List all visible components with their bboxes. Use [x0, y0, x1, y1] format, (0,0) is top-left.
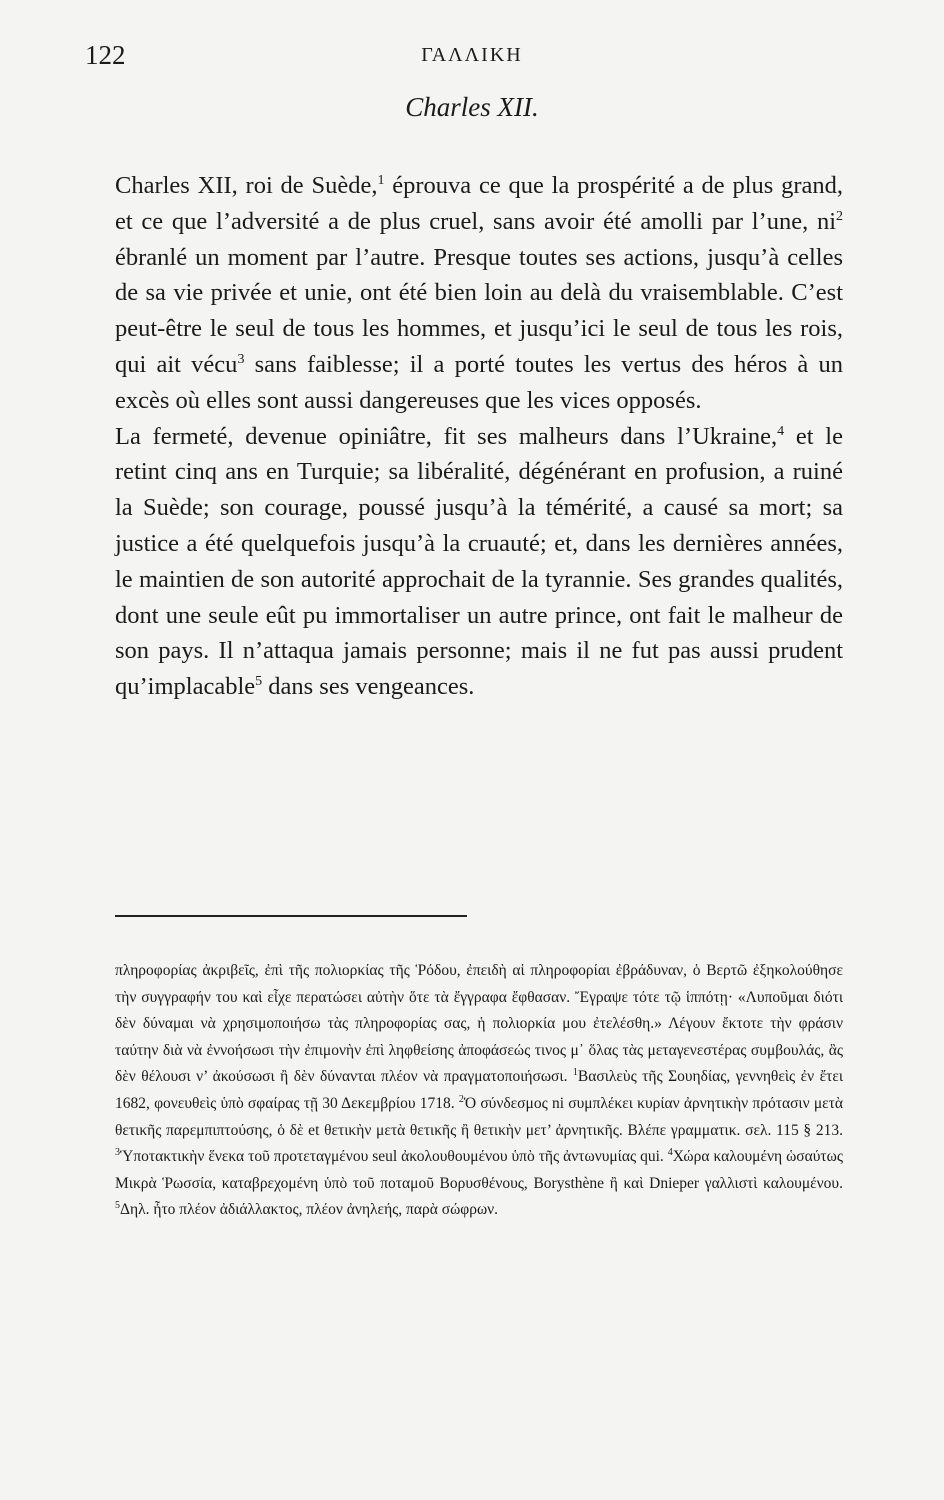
- footnote-divider: [115, 915, 467, 917]
- footnote-mark-2: 2: [458, 1093, 464, 1105]
- footnote-mark-1: 1: [572, 1067, 578, 1079]
- footnote-ref-4[interactable]: 4: [777, 423, 785, 439]
- footnote-ref-3[interactable]: 3: [237, 351, 245, 367]
- footnote-text: πληροφορίας ἀκριβεῖς, ἐπὶ τῆς πολιορκίας τῆς Ῥόδου, ἐπειδὴ αἱ πληροφορίαι ἐβράδυναν, ὁ Βερτῶ ἐξηκολούθησε τὴν συγγραφήν του καὶ εἶχε περατώσει αὐτὴν ὅτε τὰ ἔγγραφα ἔφθασαν. Ἔγραψε τότε τῷ ἱππότῃ· «Λυποῦμαι διότι δὲν δύναμαι νὰ χρησιμοποιήσω τὰς πληροφορίας σας, ἡ πολιορκία μου ἐτελέσθη.» Λέγουν ἔκτοτε τὴν φράσιν ταύτην διὰ νὰ ἐννοήσωσι τὴν ἐπιμονὴν ἐπὶ ληφθείσης ἀποφάσεώς τινος μ᾽ ὅλας τὰς μεταγενεστέρας συμβουλάς, ἃς δὲν θέλουσι ν’ ἀκούσωσι ἢ δὲν δύνανται πλέον νὰ πραγματοποιήσωσι. $^1$Βασιλεὺς τῆς Σουηδίας, γεννηθεὶς ἐν ἔτει 1682, φονευθεὶς ὑπὸ σφαίρας τῇ 30 Δεκεμβρίου 1718. $^2$Ὁ σύνδεσμος ni συμπλέκει κυρίαν ἀρνητικὴν πρότασιν μετὰ θετικῆς παρεμπιπτούσης, ὁ δὲ et θετικὴν μετὰ θετικῆς ἢ θετικὴν μετ’ ἀρνητικῆς. Βλέπε γραμματικ. σελ. 115 § 213. $^3$Ὑποτακτικὴν ἕνεκα τοῦ προτεταγμένου seul ἀκολουθουμένου ὑπὸ τῆς ἀντωνυμίας qui. $^4$Χώρα καλουμένη ὡσαύτως Μικρὰ Ῥωσσία, καταβρεχομένη ὑπὸ τοῦ ποταμοῦ Βορυσθένους, Borysthène ἢ καὶ Dnieper γαλλιστὶ καλουμένου. $^5$Δηλ. ἦτο πλέον ἀδιάλλακτος, πλέον ἀνηλεής, παρὰ σώφρων.: [115, 962, 844, 1219]
- paragraph-1: Charles XII, roi de Suède,$^1$ éprouva ce que la prospérité a de plus grand, et ce que l’adversité a de plus cruel, sans avoir été amolli par l’une, $ni^2$ ébranlé un moment par l’autre. Presque toutes ses actions, jusqu’à celles de sa vie privée et unie, ont été bien loin au delà du vraisemblable. C’est peut-être le seul de tous les hommes, et jusqu’ici le seul de tous les rois, qui ait vécu$^3$ sans faiblesse; il a porté toutes les vertus des héros à un excès où elles sont aussi dangereuses que les vices opposés.: [115, 172, 843, 414]
- footnote-ref-2[interactable]: 2: [836, 208, 843, 224]
- main-text: [115, 168, 843, 705]
- footnote-ref-1[interactable]: 1: [377, 172, 385, 188]
- running-head: [0, 40, 944, 80]
- footnotes: [115, 958, 843, 1224]
- running-title: ΓΑΛΛΙΚΗ: [421, 44, 523, 66]
- page-number: 122: [85, 40, 126, 70]
- footnote-ref-5[interactable]: 5: [255, 674, 263, 689]
- footnote-mark-5: 5: [115, 1200, 120, 1212]
- footnote-mark-3: 3: [115, 1147, 120, 1158]
- footnote-mark-4: 4: [667, 1147, 673, 1158]
- paragraph-2: La fermeté, devenue opiniâtre, fit ses malheurs dans l’Ukraine,$^4$ et le retint cinq ans en Turquie; sa libéralité, dégénérant en profusion, a ruiné la Suède; son courage, poussé jusqu’à la témérité, a causé sa mort; sa justice a été quelquefois jusqu’à la cruauté; et, dans les dernières années, le maintien de son autorité approchait de la tyrannie. Ses grandes qualités, dont une seule eût pu immortaliser un autre prince, ont fait le malheur de son pays. Il n’attaqua jamais personne; mais il ne fut pas aussi prudent qu’implacable$^5$ dans ses vengeances.: [115, 422, 843, 701]
- chapter-title: Charles XII.: [405, 92, 539, 122]
